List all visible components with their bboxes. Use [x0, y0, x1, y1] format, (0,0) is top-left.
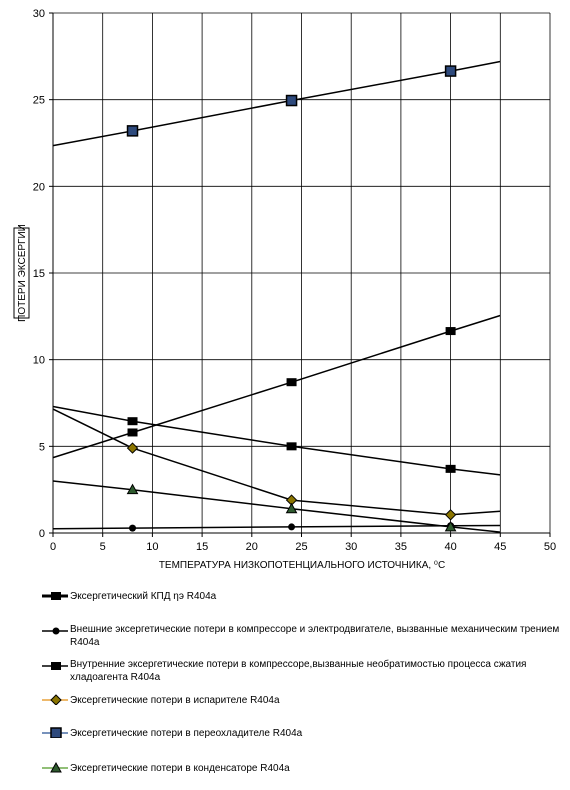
data-point: [446, 327, 456, 335]
x-axis-title: ТЕМПЕРАТУРА НИЗКОПОТЕНЦИАЛЬНОГО ИСТОЧНИКА, ⁰С: [158, 560, 446, 571]
legend-label: Внутренние эксергетические потери в компрессоре,вызванные необратимостью процесса сжатия хладоагента R404a: [70, 659, 527, 683]
legend-item: [0, 621, 570, 653]
y-tick-label: 25: [32, 94, 45, 107]
data-point: [128, 126, 138, 136]
x-tick-label: 35: [394, 541, 408, 553]
legend-swatch: [42, 726, 68, 738]
y-axis-title: ПОТЕРИ ЭКСЕРГИИ: [17, 224, 28, 322]
data-point: [446, 66, 456, 76]
data-point: [446, 465, 456, 473]
legend-swatch: [42, 761, 68, 773]
x-tick-label: 10: [146, 541, 159, 553]
x-tick-label: 25: [295, 541, 308, 553]
legend-swatch: [42, 693, 68, 705]
legend-marker: [51, 728, 61, 738]
data-point: [128, 428, 138, 436]
legend-label: Эксергетический КПД ηэ R404a: [70, 591, 217, 602]
y-tick-label: 20: [32, 181, 45, 194]
legend-item: [0, 723, 570, 755]
legend-label: Эксергетические потери в конденсаторе R404a: [70, 763, 290, 774]
legend-marker: [51, 695, 61, 705]
legend-swatch: [42, 659, 68, 671]
legend-swatch: [42, 589, 68, 601]
x-tick-label: 5: [99, 541, 106, 553]
x-tick-label: 20: [245, 541, 258, 553]
x-tick-label: 45: [494, 541, 507, 553]
legend-label: Внешние эксергетические потери в компрессоре и электродвигателе, вызванные механическим трением R404a: [70, 624, 560, 648]
legend-marker: [51, 592, 61, 600]
data-point: [128, 417, 138, 425]
legend-item: [0, 656, 570, 688]
x-tick-label: 40: [444, 541, 457, 553]
data-point: [287, 442, 297, 450]
legend-item: [0, 586, 570, 618]
y-tick-label: 15: [32, 268, 45, 280]
data-point: [129, 525, 136, 532]
legend-marker: [51, 662, 61, 670]
y-tick-label: 10: [32, 354, 45, 367]
legend-swatch: [42, 624, 68, 636]
x-tick-label: 0: [49, 541, 57, 553]
data-point: [288, 523, 295, 530]
x-tick-label: 15: [195, 541, 209, 553]
x-tick-label: 30: [345, 541, 358, 553]
data-point: [287, 378, 297, 386]
legend-label: Эксергетические потери в испарителе R404a: [70, 695, 280, 706]
legend-item: [0, 690, 570, 722]
y-tick-label: 0: [38, 528, 45, 540]
y-axis-title-box: [14, 224, 29, 322]
legend-marker: [53, 628, 60, 635]
legend-item: [0, 758, 570, 790]
legend-label: Эксергетические потери в переохладителе R404a: [70, 728, 303, 739]
y-tick-label: 30: [32, 8, 45, 20]
x-tick-label: 50: [543, 541, 557, 553]
data-point: [287, 96, 297, 106]
y-tick-label: 5: [38, 441, 45, 454]
